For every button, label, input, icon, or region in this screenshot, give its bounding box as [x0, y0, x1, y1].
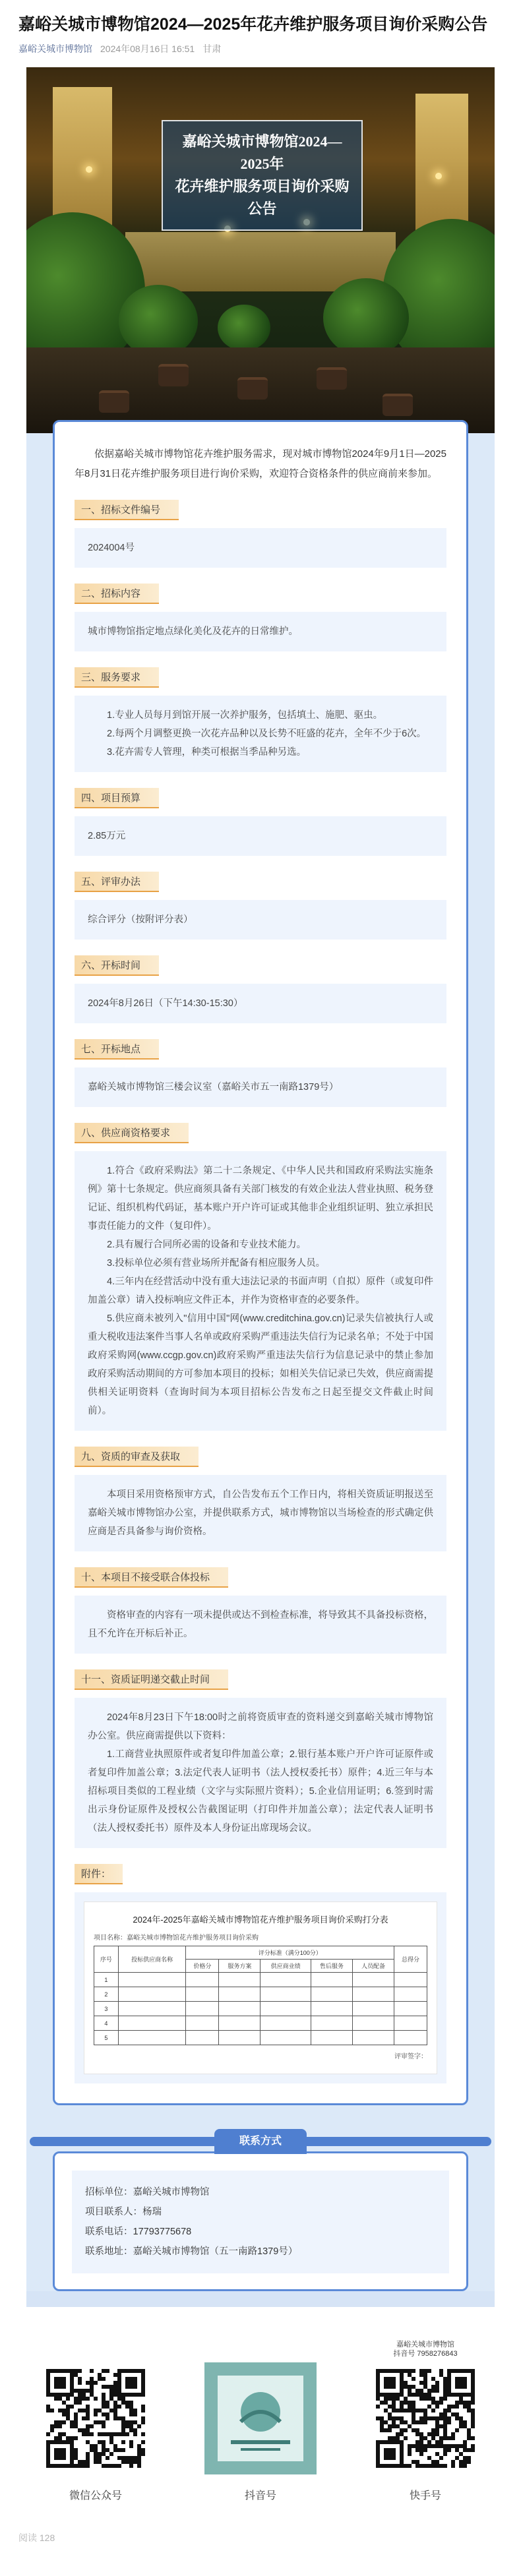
col-header: 价格分 — [186, 1960, 219, 1973]
section-body — [75, 900, 446, 940]
table-row — [94, 1987, 427, 2002]
table-cell: 1 — [94, 1973, 119, 1987]
publish-date: 2024年08月16日 16:51 — [100, 44, 195, 54]
attachment-heading: 附件： — [75, 1864, 123, 1884]
section-paragraph: 资格审查的内容有一项未提供或达不到检查标准，将导致其不具备投标资格，且不允许在开标后补正。 — [88, 1610, 433, 1639]
section-body — [75, 612, 446, 651]
section-paragraph: 本项目采用资格预审方式，自公告发布五个工作日内，将相关资质证明报送至嘉峪关城市博物馆办公室，并提供联系方式，城市博物馆以当场检查的形式确定供应商是否具备参与询价资格。 — [88, 1489, 433, 1537]
col-header: 供应商业绩 — [260, 1960, 311, 1973]
contact-line: 招标单位：嘉峪关城市博物馆 — [85, 2187, 210, 2198]
section — [75, 955, 446, 1023]
qr-code-row — [40, 2340, 481, 2502]
section-heading: 九、资质的审查及获取 — [75, 1447, 199, 1467]
table-cell: 3 — [94, 2002, 119, 2016]
section-body — [75, 696, 446, 772]
table-cell — [260, 1987, 311, 2002]
table-cell — [352, 2002, 394, 2016]
table-cell — [118, 2031, 186, 2045]
table-cell — [186, 1973, 219, 1987]
col-header: 序号 — [94, 1946, 119, 1973]
table-cell — [394, 1987, 427, 2002]
section-paragraph: 嘉峪关城市博物馆三楼会议室（嘉峪关市五一南路1379号） — [88, 1082, 339, 1093]
section-paragraph: 4.三年内在经营活动中没有重大违法记录的书面声明（自拟）原件（或复印件加盖公章）请入投标响应文件正本，并作为资格审查的必要条件。 — [88, 1276, 433, 1305]
table-cell — [118, 1973, 186, 1987]
table-cell — [352, 2031, 394, 2045]
table-cell: 2 — [94, 1987, 119, 2002]
section — [75, 872, 446, 940]
section-paragraph: 1.工商营业执照原件或者复印件加盖公章；2.银行基本账户开户许可证原件或者复印件加盖公章；3.法定代表人证明书（法人授权委托书）原件；4.近三年与本招标项目类似的工程业绩（文字与实际照片资料）；5.企业信用证明；6.签到时需出示身份证原件及授权公告截图证明（打印件并加盖公章）；法定代表人证明书（法人授权委托书）原件及本人身份证出席现场会议。 — [88, 1749, 433, 1834]
table-cell — [118, 2016, 186, 2031]
table-cell — [186, 2002, 219, 2016]
section-paragraph: 5.供应商未被列入"信用中国"网(www.creditchina.gov.cn)记录失信被执行人或重大税收违法案件当事人名单或政府采购严重违法失信行为记录名单；不处于中国政府采购网(www.ccgp.gov.cn)政府采购严重违法失信行为信息记录中的禁止参加政府采购活动期间的方可参加本项目的投标；如相关失信记录已失效，供应商需提供相关证明资料（查询时间为本项目招标公告发布之日起至提交文件截止时间前）。 — [88, 1313, 433, 1416]
section-paragraph: 3.投标单位必须有营业场所并配备有相应服务人员。 — [107, 1258, 326, 1269]
table-cell — [219, 1987, 260, 2002]
table-cell — [260, 2031, 311, 2045]
section-body — [75, 984, 446, 1023]
section-body — [75, 816, 446, 856]
section-paragraph: 综合评分（按附评分表） — [88, 914, 193, 925]
section — [75, 584, 446, 651]
table-cell — [118, 2002, 186, 2016]
section-heading: 十、本项目不接受联合体投标 — [75, 1567, 228, 1588]
section-paragraph: 城市博物馆指定地点绿化美化及花卉的日常维护。 — [88, 626, 298, 637]
section — [75, 788, 446, 856]
hero-image — [26, 67, 495, 433]
section — [75, 1669, 446, 1848]
article-meta — [18, 42, 503, 55]
col-header: 售后服务 — [311, 1960, 352, 1973]
kuaishou-qr-code-icon[interactable] — [369, 2362, 481, 2474]
col-header: 服务方案 — [219, 1960, 260, 1973]
table-cell — [118, 1987, 186, 2002]
qr-label-kuaishou: 快手号 — [409, 2490, 441, 2501]
table-cell — [352, 1987, 394, 2002]
account-name-link[interactable]: 嘉峪关城市博物馆 — [18, 44, 92, 54]
table-cell — [219, 2031, 260, 2045]
table-row — [94, 2031, 427, 2045]
col-header: 总得分 — [394, 1946, 427, 1973]
qr-caption — [40, 2340, 152, 2358]
table-cell — [311, 2002, 352, 2016]
qr-caption: 嘉峪关城市博物馆 抖音号 7958276843 — [393, 2341, 458, 2358]
contact-card — [53, 2151, 468, 2291]
table-cell — [186, 1987, 219, 2002]
section-heading: 六、开标时间 — [75, 955, 159, 976]
qr-douyin — [204, 2340, 317, 2502]
table-cell — [394, 1973, 427, 1987]
table-cell — [311, 1987, 352, 2002]
table-cell — [186, 2031, 219, 2045]
section-body — [75, 528, 446, 568]
hero-title-box — [162, 120, 363, 231]
section-body — [75, 1475, 446, 1551]
contact-tab: 联系方式 — [214, 2129, 307, 2154]
table-cell — [260, 2016, 311, 2031]
col-header: 人员配备 — [352, 1960, 394, 1973]
table-cell — [260, 1973, 311, 1987]
qr-label-wechat: 微信公众号 — [69, 2490, 122, 2501]
douyin-qr-code-icon[interactable] — [204, 2362, 317, 2474]
section — [75, 1123, 446, 1431]
section — [75, 1567, 446, 1654]
contact-line: 联系电话：17793775678 — [85, 2227, 192, 2237]
attachment-panel — [75, 1892, 446, 2083]
section-paragraph: 1.专业人员每月到馆开展一次养护服务，包括填土、施肥、驱虫。 — [107, 710, 383, 721]
table-row — [94, 2002, 427, 2016]
table-cell — [260, 2002, 311, 2016]
table-cell: 5 — [94, 2031, 119, 2045]
table-cell — [352, 2016, 394, 2031]
section-paragraph: 2024年8月26日（下午14:30-15:30） — [88, 998, 243, 1009]
table-cell: 4 — [94, 2016, 119, 2031]
section-paragraph: 2024年8月23日下午18:00时之前将资质审查的资料递交到嘉峪关城市博物馆办公室。供应商需提供以下资料： — [88, 1712, 433, 1741]
section-paragraph: 2.具有履行合同所必需的设备和专业技术能力。 — [107, 1240, 307, 1250]
table-cell — [394, 2016, 427, 2031]
scoring-sheet-sign: 评审签字： — [394, 2053, 427, 2060]
table-cell — [394, 2031, 427, 2045]
hero-title-line1: 嘉峪关城市博物馆2024—2025年 — [182, 133, 342, 172]
wechat-qr-code-icon[interactable] — [40, 2362, 152, 2474]
scoring-sheet-title: 2024年-2025年嘉峪关城市博物馆花卉维护服务项目询价采购打分表 — [133, 1915, 388, 1925]
section-body — [75, 1698, 446, 1848]
read-count: 阅读 128 — [18, 2532, 55, 2543]
section-heading: 五、评审办法 — [75, 872, 159, 892]
article-header — [0, 0, 521, 55]
score-standard-header: 评分标准（满分100分） — [186, 1946, 394, 1960]
section-heading: 四、项目预算 — [75, 788, 159, 808]
section-paragraph: 2024004号 — [88, 543, 135, 553]
table-cell — [219, 2016, 260, 2031]
scoring-sheet-image — [84, 1902, 437, 2074]
qr-wechat — [40, 2340, 152, 2502]
announcement-poster — [26, 67, 495, 2307]
table-cell — [394, 2002, 427, 2016]
table-cell — [219, 1973, 260, 1987]
section — [75, 1447, 446, 1551]
section-heading: 一、招标文件编号 — [75, 500, 179, 520]
contact-line: 项目联系人：杨瑞 — [85, 2207, 162, 2217]
section-heading: 七、开标地点 — [75, 1039, 159, 1060]
section-body — [75, 1151, 446, 1431]
section — [75, 1039, 446, 1107]
scoring-table — [94, 1946, 427, 2045]
table-cell — [186, 2016, 219, 2031]
section-paragraph: 3.花卉需专人管理，种类可根据当季品种另选。 — [107, 747, 307, 758]
section-heading: 十一、资质证明递交截止时间 — [75, 1669, 228, 1690]
article-title: 嘉峪关城市博物馆2024—2025年花卉维护服务项目询价采购公告 — [18, 15, 488, 34]
section-heading: 二、招标内容 — [75, 584, 159, 604]
qr-kuaishou — [369, 2340, 481, 2502]
qr-caption — [204, 2340, 317, 2358]
table-row — [94, 1973, 427, 1987]
table-cell — [219, 2002, 260, 2016]
contact-line: 联系地址：嘉峪关城市博物馆（五一南路1379号） — [85, 2246, 298, 2257]
contact-section — [53, 2129, 468, 2291]
section-heading: 三、服务要求 — [75, 667, 159, 688]
table-cell — [311, 2016, 352, 2031]
sections-list — [75, 500, 446, 1848]
scoring-sheet-subtitle: 项目名称：嘉峪关城市博物馆花卉维护服务项目询价采购 — [94, 1934, 259, 1942]
table-cell — [311, 2031, 352, 2045]
table-cell — [311, 1973, 352, 1987]
section-paragraph: 1.符合《政府采购法》第二十二条规定、《中华人民共和国政府采购法实施条例》第十七条规定。供应商须具备有关部门核发的有效企业法人营业执照、税务登记证、组织机构代码证，基本账户开户许可证或其他非企业组织证明、独立承担民事责任能力的文件（复印件）。 — [88, 1166, 433, 1232]
col-header: 投标供应商名称 — [118, 1946, 186, 1973]
contact-lines — [72, 2171, 449, 2273]
hero-title-line2: 花卉维护服务项目询价采购公告 — [175, 178, 350, 217]
table-cell — [352, 1973, 394, 1987]
section-body — [75, 1596, 446, 1654]
section-body — [75, 1067, 446, 1107]
table-row — [94, 2016, 427, 2031]
intro-paragraph: 依据嘉峪关城市博物馆花卉维护服务需求，现对城市博物馆2024年9月1日—2025年8月31日花卉维护服务项目进行询价采购，欢迎符合资格条件的供应商前来参加。 — [75, 448, 446, 479]
section-paragraph: 2.85万元 — [88, 831, 126, 841]
section-paragraph: 2.每两个月调整更换一次花卉品种以及长势不旺盛的花卉，全年不少于6次。 — [107, 729, 427, 739]
section — [75, 500, 446, 568]
publish-location: 甘肃 — [202, 44, 222, 54]
section — [75, 667, 446, 772]
announcement-body — [53, 420, 468, 2105]
section-heading: 八、供应商资格要求 — [75, 1123, 189, 1143]
qr-label-douyin: 抖音号 — [244, 2490, 276, 2501]
